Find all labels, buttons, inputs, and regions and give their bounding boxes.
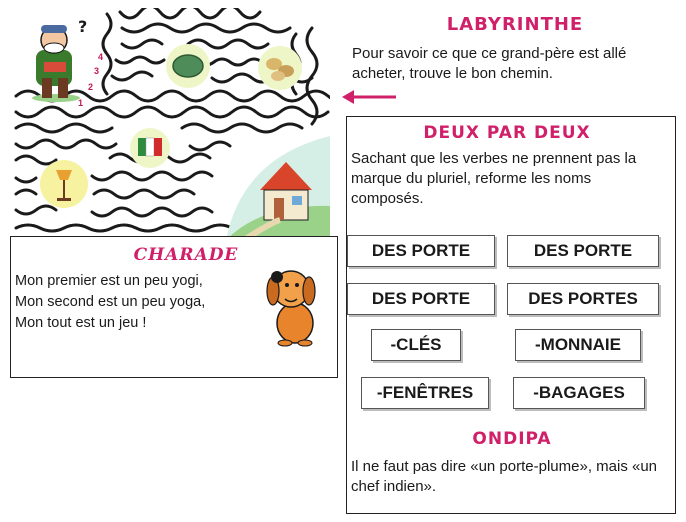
deux-par-deux-instructions: Sachant que les verbes ne prennent pas la marque du pluriel, reforme les noms composés.: [351, 150, 637, 207]
flag-vignette: [130, 128, 170, 168]
charade-title: CHARADE: [133, 245, 239, 265]
deux-par-deux-box: [346, 116, 676, 514]
charade-line: Mon premier est un peu yogi,: [15, 273, 203, 289]
charade-riddle: [15, 271, 265, 334]
word-card: -BAGAGES: [513, 377, 645, 409]
word-card: -CLÉS: [371, 329, 461, 361]
deux-par-deux-title: DEUX PAR DEUX: [423, 123, 591, 143]
maze-number-1: 1: [78, 98, 84, 108]
cabbage-vignette: [166, 44, 210, 88]
word-card: -FENÊTRES: [361, 377, 489, 409]
potatoes-vignette: [258, 46, 302, 90]
arrow-left-icon: [340, 88, 400, 106]
maze-illustration: [12, 8, 330, 240]
charade-line: Mon tout est un jeu !: [15, 315, 147, 331]
charade-box: [10, 236, 338, 378]
word-card: DES PORTES: [507, 283, 659, 315]
maze-number-2: 2: [88, 82, 94, 92]
ondipa-title: ONDIPA: [472, 429, 552, 449]
word-card: DES PORTE: [507, 235, 659, 267]
charade-line: Mon second est un peu yoga,: [15, 294, 206, 310]
word-card: DES PORTE: [347, 283, 495, 315]
maze-number-3: 3: [94, 66, 100, 76]
labyrinthe-instructions: Pour savoir ce que ce grand-père est allé acheter, trouve le bon chemin.: [352, 45, 627, 82]
maze-number-4: 4: [98, 52, 104, 62]
word-card: DES PORTE: [347, 235, 495, 267]
lamp-vignette: [40, 160, 88, 208]
ondipa-text: Il ne faut pas dire «un porte-plume», mais «un chef indien».: [351, 458, 658, 495]
svg-text:?: ?: [78, 17, 88, 36]
labyrinthe-title: LABYRINTHE: [446, 14, 584, 35]
dog-illustration: [255, 257, 333, 347]
house-scene: [226, 136, 330, 240]
word-card: -MONNAIE: [515, 329, 641, 361]
